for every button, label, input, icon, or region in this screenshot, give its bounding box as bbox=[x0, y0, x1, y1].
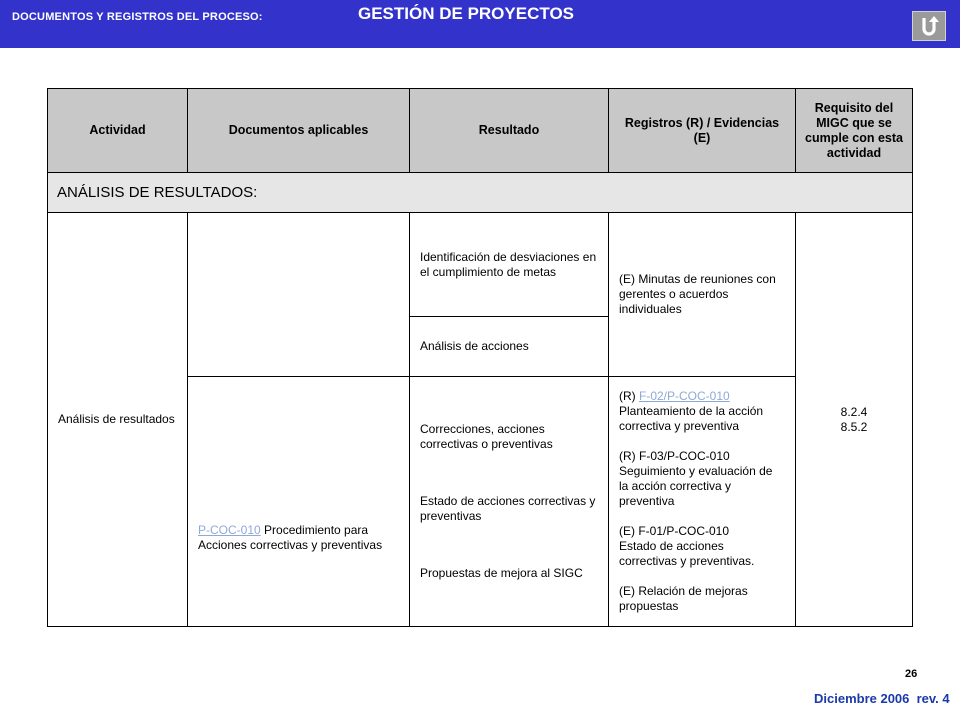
records-cell bbox=[609, 377, 796, 627]
column-header-activity: Actividad bbox=[48, 89, 188, 173]
footer-date-revision: Diciembre 2006 rev. 4 bbox=[814, 691, 950, 706]
record-r1-text: Planteamiento de la acción correctiva y preventiva bbox=[619, 404, 764, 433]
record-e2-text: (E) Relación de mejoras propuestas bbox=[619, 584, 748, 613]
column-header-result: Resultado bbox=[410, 89, 609, 173]
page-number: 26 bbox=[905, 668, 918, 680]
record-r1-prefix: (R) bbox=[619, 389, 639, 403]
result-status: Estado de acciones correctivas y preventivas bbox=[420, 494, 596, 523]
documents-cell-empty bbox=[188, 213, 410, 377]
requirement-824: 8.2.4 bbox=[840, 404, 868, 419]
record-link-f-02[interactable]: F-02/P-COC-010 bbox=[639, 389, 730, 403]
record-e1-text: Estado de acciones correctivas y preventivas. bbox=[619, 539, 755, 568]
column-header-documents: Documentos aplicables bbox=[188, 89, 410, 173]
activity-cell bbox=[48, 213, 188, 627]
table-row bbox=[48, 213, 913, 317]
process-label: DOCUMENTOS Y REGISTROS DEL PROCESO: bbox=[12, 11, 263, 23]
result-proposals: Propuestas de mejora al SIGC bbox=[420, 566, 583, 580]
section-row bbox=[48, 173, 913, 213]
result-corrections: Correcciones, acciones correctivas o preventivas bbox=[420, 422, 553, 451]
record-r2-text: Seguimiento y evaluación de la acción correctiva y preventiva bbox=[619, 464, 773, 508]
result-cell bbox=[410, 317, 609, 377]
evidence-cell bbox=[609, 213, 796, 377]
documents-cell bbox=[188, 377, 410, 627]
result-cell bbox=[410, 213, 609, 317]
section-title: ANÁLISIS DE RESULTADOS: bbox=[48, 173, 913, 213]
process-title: GESTIÓN DE PROYECTOS bbox=[358, 4, 575, 23]
u-turn-back-icon bbox=[916, 14, 942, 38]
requirement-852: 8.5.2 bbox=[840, 419, 868, 434]
record-e1-code: (E) F-01/P-COC-010 bbox=[619, 524, 730, 538]
column-header-requirement: Requisito del MIGC que se cumple con esta actividad bbox=[796, 89, 913, 173]
table-header-row bbox=[48, 89, 913, 173]
process-table bbox=[47, 88, 913, 627]
back-button[interactable] bbox=[912, 11, 946, 41]
record-r2-code: (R) F-03/P-COC-010 bbox=[619, 449, 730, 463]
evidence-minutes: (E) Minutas de reuniones con gerentes o acuerdos individuales bbox=[619, 272, 776, 316]
result-actions-analysis: Análisis de acciones bbox=[420, 339, 529, 353]
result-deviations: Identificación de desviaciones en el cumplimiento de metas bbox=[420, 249, 597, 279]
document-link-p-coc-010[interactable]: P-COC-010 bbox=[198, 522, 261, 537]
column-header-records: Registros (R) / Evidencias (E) bbox=[609, 89, 796, 173]
document-description: Procedimiento para Acciones correctivas y preventivas bbox=[198, 522, 383, 552]
activity-text: Análisis de resultados bbox=[58, 412, 175, 426]
result-cell bbox=[410, 377, 609, 627]
requirement-cell bbox=[796, 213, 913, 627]
header-bar bbox=[0, 0, 960, 48]
